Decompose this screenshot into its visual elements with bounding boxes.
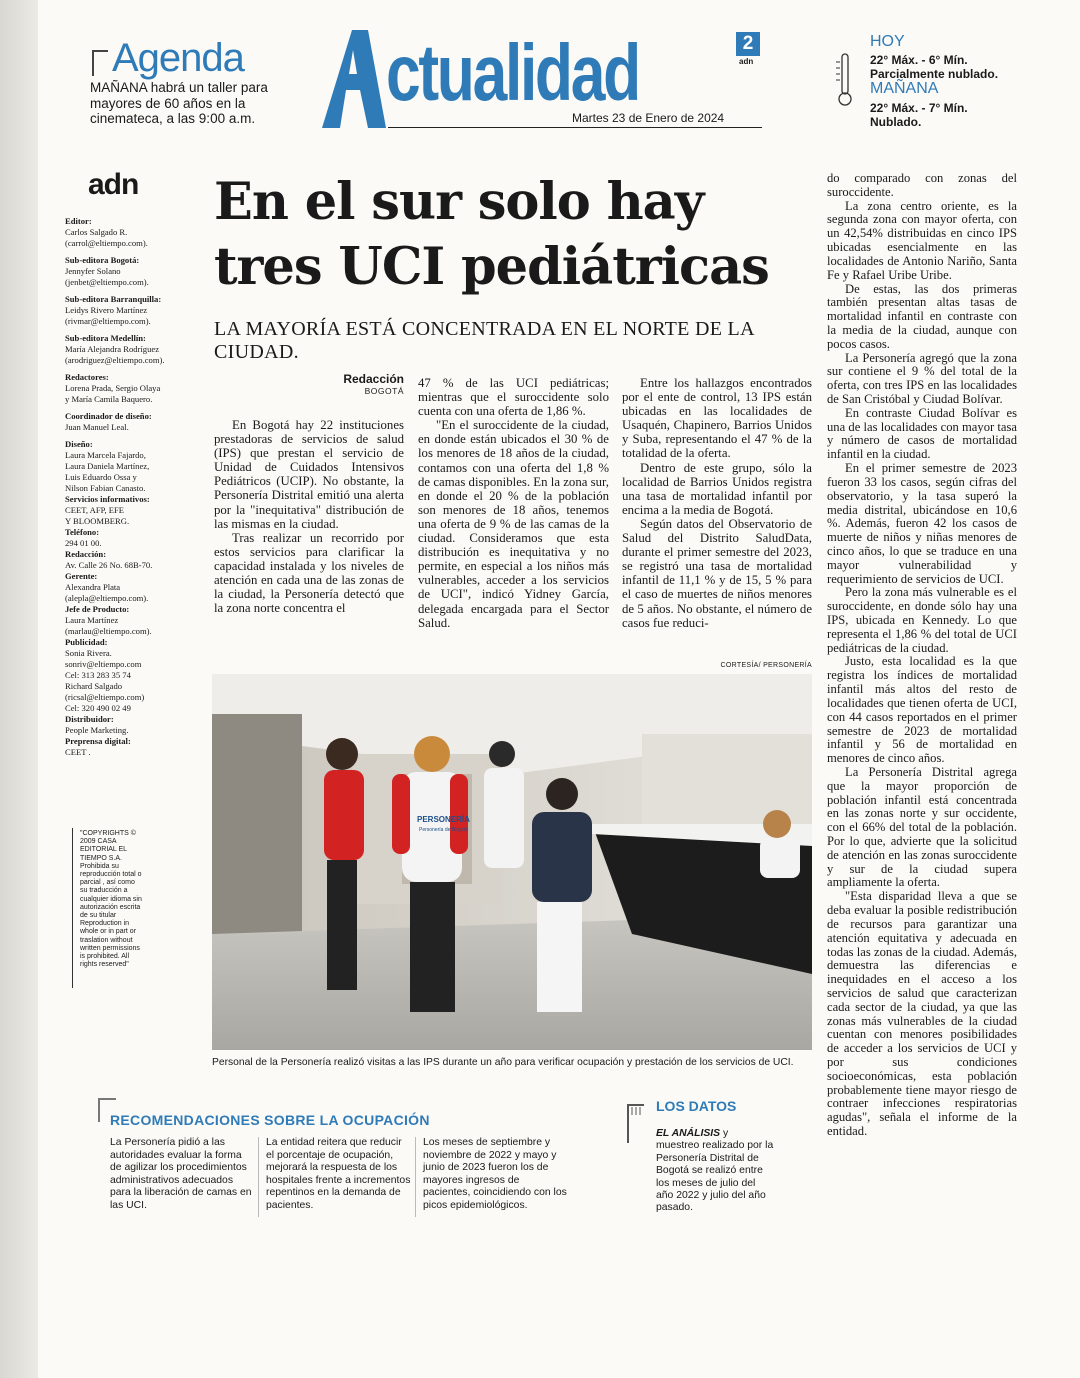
staff-entry — [65, 604, 185, 637]
datos-text — [656, 1128, 774, 1215]
staff-entry — [65, 571, 185, 604]
article-paragraph: En Bogotá hay 22 instituciones prestadoras de servicios de salud (IPS) que prestan el servicio de Unidad de Cuidados Intensivos Pediátricos (UCIP). No obstante, la Personería Distrital emitió una alerta por la "inequitativa" distribución de las mismas en la ciudad. — [214, 418, 404, 531]
staff-line: Sonia Rivera. — [65, 648, 112, 658]
datos-lead: EL ANÁLISIS — [656, 1128, 721, 1139]
recommendations-divider — [415, 1137, 416, 1217]
staff-entry — [65, 714, 185, 736]
page-number-brand: adn — [739, 57, 754, 66]
article-paragraph: Justo, esta localidad es la que registra los índices de mortalidad infantil más altos del resto de localidades que tienen oferta de UCI, con 44 casos reportados en el primer semestre de 2023 de mortalidad infantil y 56 de mortalidad en menores de cinco años. — [827, 654, 1017, 766]
article-column-2 — [418, 376, 609, 630]
datos-bracket-icon — [626, 1103, 646, 1143]
staff-line: Laura Martínez — [65, 615, 119, 625]
article-paragraph: La zona centro oriente, es la segunda zona con mayor oferta, con un 42,54% distribuidas en cinco IPS ubicadas esencialmente en las localidades de Antonio Nariño, Santa Fe y Rafael Uribe Uribe. — [827, 198, 1017, 282]
staff-role: Distribuidor: — [65, 714, 114, 724]
article-paragraph: En el primer semestre de 2023 fueron 33 los casos, según cifras del observatorio, y la tasa superó la media distrital, ubicándose en 10,6 %. Además, fueron 42 los casos de muerte de niños y niñas menores de cinco años, lo que se traduce en una mayor vulnerabilidad y requerimiento de servicios de UCI. — [827, 461, 1017, 586]
article-paragraph: "En el suroccidente de la ciudad, en donde están ubicados el 30 % de los menores de 18 años de la ciudad, contamos con una oferta del 1,8 % de camas disponibles. En la zona sur, en donde el 20 % de la población son menores de 18 años, tenemos una oferta de 9 % de las camas de la ciudad. Consideramos que esta distribución es inequitativa y no permite, en especial a los niños más vulnerables, acceder a los servicios de UCI", indicó Yidney García, delegada encargada para el Sector Salud. — [418, 418, 609, 630]
agenda-title: Agenda — [112, 36, 244, 80]
photo-caption: Personal de la Personería realizó visitas a las IPS durante un año para verificar ocupación y prestación de los servicios de UCI. — [212, 1057, 794, 1068]
page-number-badge: 2 — [736, 32, 760, 56]
masthead-letter-a-logo — [322, 30, 386, 128]
article-paragraph: 47 % de las UCI pediátricas; mientras que el suroccidente solo cuenta con una oferta de 1,86 %. — [418, 376, 609, 419]
staff-role: Teléfono: — [65, 527, 100, 537]
staff-line: (marlau@eltiempo.com). — [65, 626, 152, 636]
staff-role: Diseño: — [65, 439, 93, 449]
staff-box — [65, 216, 185, 758]
article-paragraph: Entre los hallazgos encontrados por el ente de control, 13 IPS están ubicadas en las localidades de Usaquén, Chapinero, Barrios Unidos y Suba, representando el 47 % de la totalidad de la oferta. — [622, 376, 812, 461]
byline — [320, 372, 404, 396]
staff-line: Richard Salgado — [65, 681, 123, 691]
masthead-rule — [388, 127, 762, 128]
staff-role: Publicidad: — [65, 637, 108, 647]
article-photo — [212, 674, 812, 1050]
staff-role: Sub-editora Medellín: — [65, 333, 146, 343]
staff-role: Redacción: — [65, 549, 107, 559]
article-paragraph: De estas, las dos primeras también presentan altas tasas de mortalidad infantil en contraste con la media de la ciudad, aunque con pocos casos. — [827, 281, 1017, 351]
article-paragraph: La Personería Distrital agrega que la mayor proporción de población infantil está concentrada en las zonas norte y sur occidente, con el 66% del total de la población. Por lo que, advierte que la solicitud de atención en las zonas suroccidente y sur de la ciudad supera ampliamente la oferta. — [827, 764, 1017, 890]
recommendations-divider — [258, 1137, 259, 1217]
staff-role: Sub-editora Bogotá: — [65, 255, 140, 265]
staff-line: (ricsal@eltiempo.com) — [65, 692, 145, 702]
staff-line: Laura Marcela Fajardo, — [65, 450, 146, 460]
byline-author: Redacción — [343, 372, 404, 386]
article-paragraph: Tras realizar un recorrido por estos servicios para clarificar la capacidad instalada y los niveles de atención en cada una de las zonas de la ciudad, la Personería detectó que la zona norte concentra el — [214, 530, 404, 616]
copyright-bracket — [72, 828, 79, 988]
vest-subtext: Personería de Bogotá — [419, 827, 468, 833]
staff-entry — [65, 736, 185, 758]
agenda-text: MAÑANA habrá un taller para mayores de 60 años en la cinemateca, a las 9:00 a.m. — [90, 80, 268, 126]
thermometer-icon — [834, 52, 856, 108]
recommendation-item: La entidad reitera que reducir el porcentaje de ocupación, mejorará la respuesta de los hospitales frente a incrementos repentinos en la demanda de pacientes. — [266, 1137, 411, 1211]
staff-role: Redactores: — [65, 372, 109, 382]
staff-line: y María Camila Baquero. — [65, 394, 153, 404]
staff-line: (jenbet@eltiempo.com). — [65, 277, 149, 287]
photo-credit: CORTESÍA/ PERSONERÍA — [720, 662, 812, 669]
staff-line: (alepla@eltiempo.com). — [65, 593, 149, 603]
article-column-3 — [622, 376, 812, 630]
staff-line: Av. Calle 26 No. 68B-70. — [65, 560, 153, 570]
agenda-bracket-icon — [92, 50, 108, 76]
staff-entry — [65, 294, 185, 327]
article-paragraph: Pero la zona más vulnerable es el suroccidente, en donde sólo hay una IPS, ubicada en Kennedy. Lo que representa el 1,86 % del total de UCI pediátricas de la ciudad. — [827, 585, 1017, 655]
staff-role: Sub-editora Barranquilla: — [65, 294, 162, 304]
staff-line: People Marketing. — [65, 725, 129, 735]
staff-role: Editor: — [65, 216, 92, 226]
weather-today-text: 22° Máx. - 6° Mín. Parcialmente nublado. — [870, 53, 999, 81]
staff-entry — [65, 527, 185, 549]
staff-role: Preprensa digital: — [65, 736, 131, 746]
page-gutter-shadow — [0, 0, 38, 1378]
staff-line: 294 01 00. — [65, 538, 102, 548]
article-column-1 — [214, 418, 404, 615]
masthead-title: ctualidad — [386, 28, 639, 117]
staff-line: Carlos Salgado R. — [65, 227, 128, 237]
copyright-notice: "COPYRIGHTS © 2009 CASA EDITORIAL EL TIEMPO S.A. Prohibida su reproducción total o parcial , así como su traducción a cualquier idioma sin autorización escrita de su titular Reproduction in whole or in part or traslation without written permissions is prohibited. All rights reserved" — [80, 830, 142, 969]
headline: En el sur solo hay tres UCI pediátricas — [214, 172, 769, 297]
weather-tomorrow-text: 22° Máx. - 7° Mín. Nublado. — [870, 101, 968, 129]
issue-date: Martes 23 de Enero de 2024 — [572, 111, 725, 125]
staff-role: Jefe de Producto: — [65, 604, 130, 614]
staff-line: Juan Manuel Leal. — [65, 422, 129, 432]
staff-line: Jennyfer Solano — [65, 266, 121, 276]
staff-line: Luis Eduardo Ossa y — [65, 472, 137, 482]
staff-line: Y BLOOMBERG. — [65, 516, 130, 526]
staff-line: Leidys Rivero Martínez — [65, 305, 148, 315]
staff-line: sonriv@eltiempo.com — [65, 659, 142, 669]
staff-line: CEET . — [65, 747, 91, 757]
subheadline: LA MAYORÍA ESTÁ CONCENTRADA EN EL NORTE DE LA CIUDAD. — [214, 318, 754, 363]
staff-entry — [65, 439, 185, 494]
byline-place: BOGOTÁ — [364, 386, 404, 396]
staff-line: (arodriguez@eltiempo.com). — [65, 355, 165, 365]
staff-line: CEET, AFP, EFE — [65, 505, 125, 515]
article-column-4 — [827, 172, 1017, 1139]
staff-line: Lorena Prada, Sergio Olaya — [65, 383, 161, 393]
recommendation-item: Los meses de septiembre y noviembre de 2022 y mayo y junio de 2023 fueron los de mayores ingresos de pacientes, coincidiendo con los picos epidemiológicos. — [423, 1137, 567, 1211]
datos-title: LOS DATOS — [656, 1098, 737, 1114]
article-paragraph: La Personería agregó que la zona sur contiene el 9 % del total de la oferta, con tres IPS en las localidades de San Cristóbal y Ciudad Bolívar. — [827, 350, 1017, 406]
staff-line: Cel: 320 490 02 49 — [65, 703, 131, 713]
staff-entry — [65, 494, 185, 527]
staff-entry — [65, 216, 185, 249]
article-paragraph: En contraste Ciudad Bolívar es una de las localidades con mayor tasa y número de casos de mortalidad infantil en la ciudad. — [827, 405, 1017, 462]
article-paragraph: Dentro de este grupo, sólo la localidad de Barrios Unidos registra una tasa de mortalidad infantil por encima a la media de Bogotá. — [622, 460, 812, 517]
staff-line: Cel: 313 283 35 74 — [65, 670, 131, 680]
datos-body: y muestreo realizado por la Personería Distrital de Bogotá se realizó entre los meses de julio del año 2022 y julio del año pasado. — [656, 1128, 774, 1214]
staff-role: Servicios informativos: — [65, 494, 150, 504]
article-paragraph: Según datos del Observatorio de Salud del Distrito SaludData, durante el primer semestre del 2023, se registró una tasa de mortalidad infantil de 11,1 % y de 15, 5 % para el caso de muertes de niños menores de 5 años. No obstante, el número de casos fue reduci- — [622, 516, 812, 630]
weather-tomorrow-label: MAÑANA — [870, 80, 939, 97]
staff-entry — [65, 549, 185, 571]
staff-entry — [65, 372, 185, 405]
article-paragraph: do comparado con zonas del suroccidente. — [827, 171, 1017, 199]
vest-text: PERSONERÍA — [417, 815, 470, 824]
staff-role: Gerente: — [65, 571, 98, 581]
staff-line: (rivmar@eltiempo.com). — [65, 316, 151, 326]
staff-entry — [65, 333, 185, 366]
adn-logo: adn — [88, 168, 139, 201]
staff-entry — [65, 411, 185, 433]
staff-line: Laura Daniela Martínez, — [65, 461, 150, 471]
staff-line: Nilson Fabian Canasto. — [65, 483, 146, 493]
recommendation-item: La Personería pidió a las autoridades evaluar la forma de agilizar los procedimientos administrativos adecuados para la liberación de camas en las UCI. — [110, 1137, 252, 1211]
staff-entry — [65, 255, 185, 288]
staff-entry — [65, 637, 185, 714]
staff-role: Coordinador de diseño: — [65, 411, 152, 421]
recommendations-title: RECOMENDACIONES SOBRE LA OCUPACIÓN — [110, 1112, 430, 1128]
staff-line: Alexandra Plata — [65, 582, 121, 592]
weather-today-label: HOY — [870, 33, 905, 50]
article-paragraph: "Esta disparidad lleva a que se deba evaluar la posible redistribución de recursos para garantizar una atención equitativa y adecuada en todas las zonas de la ciudad. Además, demuestra las diferencias e inequidades en el acceso a los servicios de salud que caracterizan cada sector de la ciudad, ya que las zonas más vulnerables de la ciudad cuentan con menores posibilidades de acceder a los servicios de UCI y por sus condiciones socioeconómicas, esta población probablemente tiene mayor riesgo de contraer infecciones respiratorias agudas", señala el informe de la entidad. — [827, 889, 1017, 1139]
staff-line: María Alejandra Rodríguez — [65, 344, 160, 354]
staff-line: (carrol@eltiempo.com). — [65, 238, 148, 248]
